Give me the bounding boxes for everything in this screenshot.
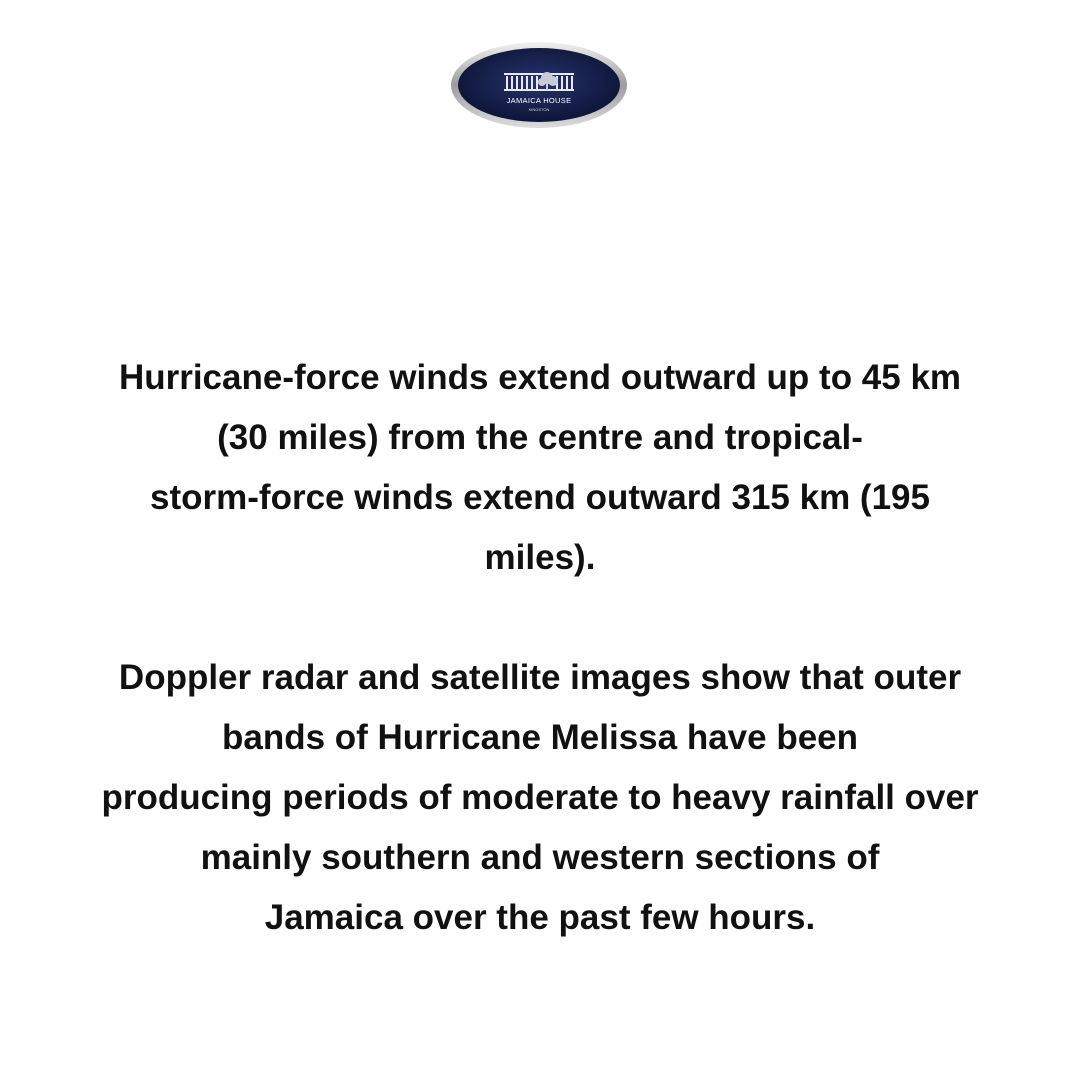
rainfall-paragraph bbox=[40, 648, 1040, 948]
paragraph-line: Doppler radar and satellite images show that outer bbox=[118, 658, 962, 697]
paragraph-line: miles). bbox=[484, 538, 596, 577]
wind-extent-paragraph bbox=[40, 348, 1040, 588]
announcement-body bbox=[40, 348, 1040, 948]
paragraph-line: bands of Hurricane Melissa have been bbox=[221, 718, 859, 757]
paragraph-line: (30 miles) from the centre and tropical- bbox=[217, 418, 863, 457]
paragraph-line: mainly southern and western sections of bbox=[200, 838, 880, 877]
logo-emblem bbox=[450, 41, 628, 129]
paragraph-line: producing periods of moderate to heavy rainfall over bbox=[101, 778, 979, 817]
logo-subtitle: KINGSTON bbox=[528, 107, 550, 112]
paragraph-line: storm-force winds extend outward 315 km (195 bbox=[150, 478, 930, 517]
paragraph-line: Jamaica over the past few hours. bbox=[264, 898, 816, 937]
jamaica-house-logo bbox=[450, 41, 628, 129]
logo-name: JAMAICA HOUSE bbox=[506, 96, 572, 105]
paragraph-line: Hurricane-force winds extend outward up to 45 km bbox=[118, 358, 962, 397]
